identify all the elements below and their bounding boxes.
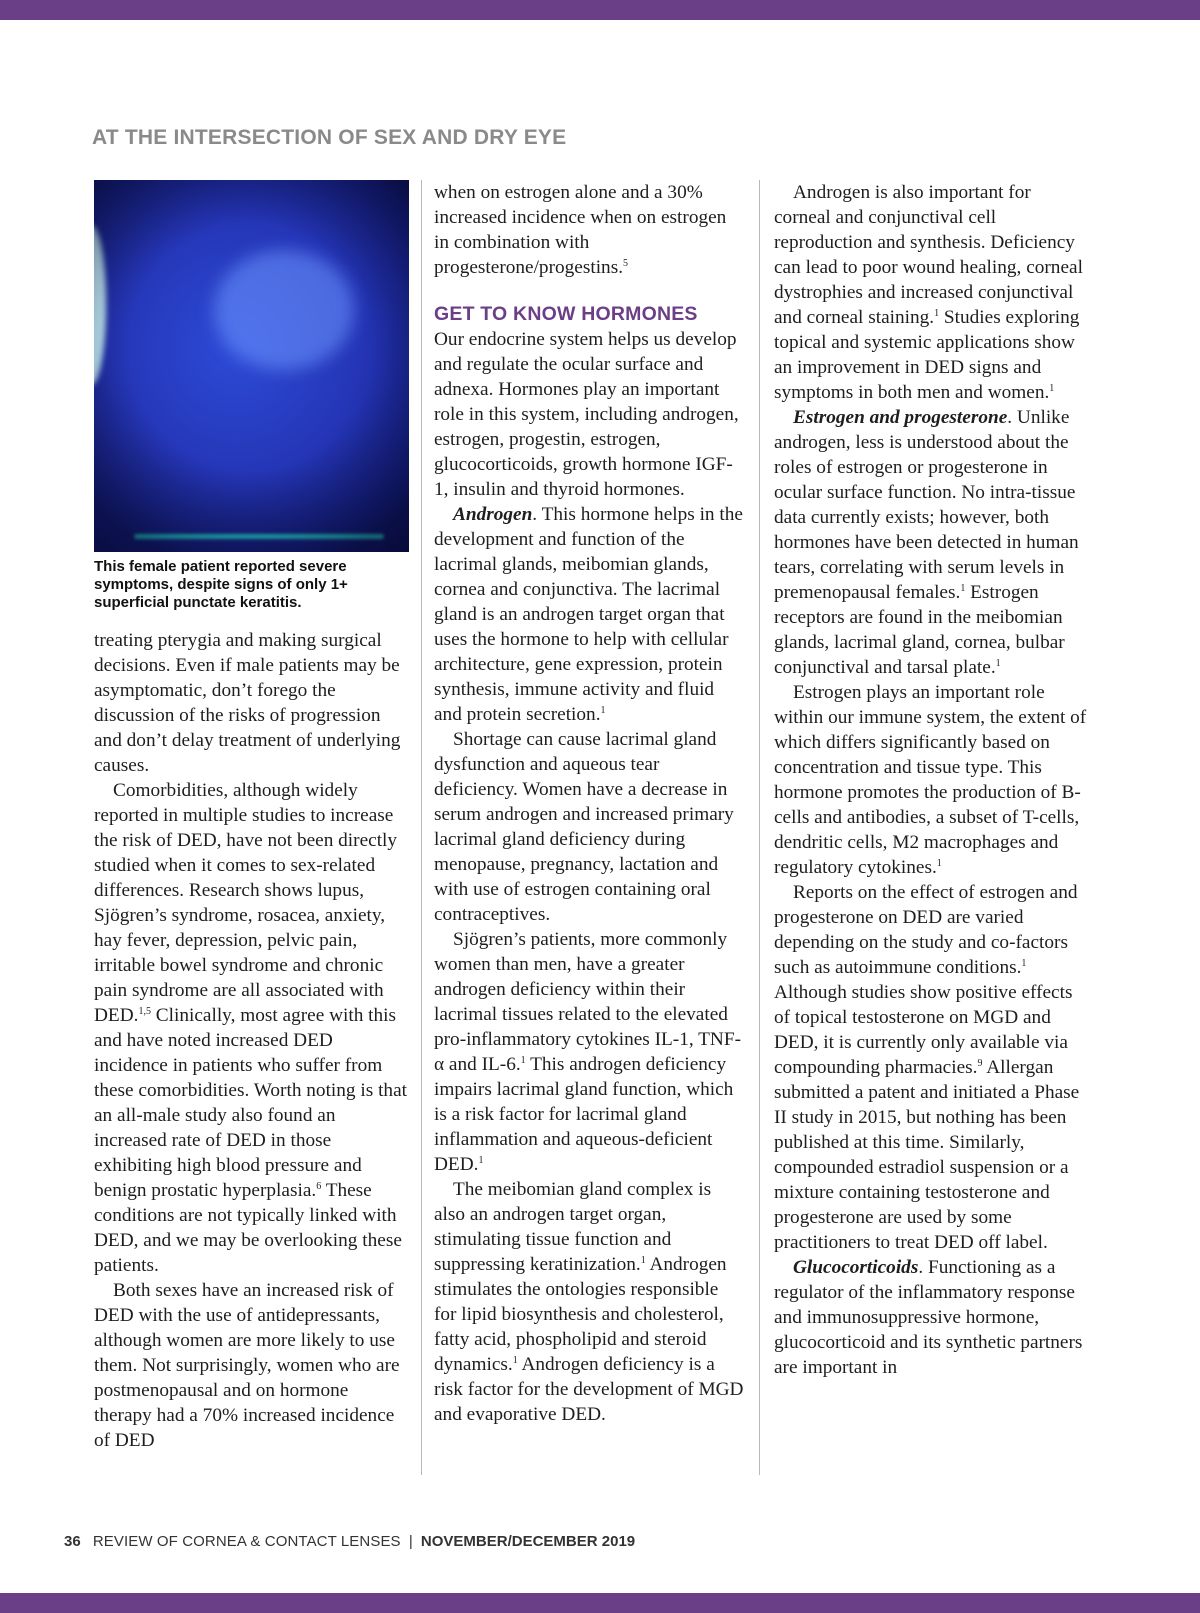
column-rule [421, 180, 422, 1475]
issue-date: NOVEMBER/DECEMBER 2019 [420, 1533, 636, 1550]
paragraph: Our endocrine system helps us develop and regulate the ocular surface and adnexa. Hormones play an important role in this system, including androgen, estrogen, progestin, estrogen, glucocorticoids, growth hormone IGF-1, insulin and thyroid hormones. [434, 329, 739, 500]
citation: 6 [316, 1181, 322, 1192]
paragraph: Estrogen plays an important role within our immune system, the extent of which differs significantly based on concentration and tissue type. This hormone promotes the production of B-cells and antibodies, a subset of T-cells, dendritic cells, M2 macrophages and regulatory cytokines.$^1$ [774, 682, 1087, 878]
paragraph: when on estrogen alone and a 30% increased incidence when on estrogen in combination with progesterone/progestins.$^5$ [434, 182, 727, 278]
citation: 1 [1049, 383, 1055, 394]
section-heading: GET TO KNOW HORMONES [434, 303, 698, 325]
paragraph: Reports on the effect of estrogen and progesterone on DED are varied depending on the study and co-factors such as autoimmune conditions.$^1$ Although studies show positive effects of topical testosterone on MGD and DED, it is currently only available via compounding pharmacies.$^9$ Allergan submitted a patent and initiated a Phase II study in 2015, but nothing has been published at this time. Similarly, compounded estradiol suspension or a mixture containing testosterone and progesterone are used by some practitioners to treat DED off label. [774, 882, 1080, 1253]
citation: 1 [934, 308, 940, 319]
figure-caption: This female patient reported severe symptoms, despite signs of only 1+ superficial punctate keratitis. [94, 558, 348, 611]
paragraph: Androgen. This hormone helps in the development and function of the lacrimal glands, meibomian glands, cornea and conjunctiva. The lacrimal gland is an androgen target organ that uses the hormone to help with cellular architecture, gene expression, protein synthesis, immune activity and fluid and protein secretion.$^1$ [434, 504, 743, 725]
run-in-heading: Estrogen and progesterone [793, 407, 1008, 428]
paragraph: Estrogen and progesterone. Unlike androgen, less is understood about the roles of estrogen or progesterone in ocular surface function. No intra-tissue data currently exists; however, both hormones have been detected in human tears, correlating with serum levels in premenopausal females.$^1$ Estrogen receptors are found in the meibomian glands, lacrimal gland, cornea, bulbar conjunctival and tarsal plate.$^1$ [774, 407, 1079, 678]
column-2 [434, 180, 744, 1427]
citation: 1 [478, 1155, 484, 1166]
footer-separator: | [408, 1533, 413, 1550]
paragraph: treating pterygia and making surgical decisions. Even if male patients may be asymptomatic, don’t forego the discussion of the risks of progression and don’t delay treatment of underlying causes. [94, 630, 401, 776]
citation: 9 [977, 1058, 983, 1069]
citation: 1 [512, 1355, 518, 1366]
citation: 1 [520, 1055, 526, 1066]
paragraph: The meibomian gland complex is also an androgen target organ, stimulating tissue function and suppressing keratinization.$^1$ Androgen stimulates the ontologies responsible for lipid biosynthesis and cholesterol, fatty acid, phospholipid and steroid dynamics.$^1$ Androgen deficiency is a risk factor for the development of MGD and evaporative DED. [434, 1179, 744, 1425]
citation: 1 [640, 1255, 646, 1266]
paragraph: Shortage can cause lacrimal gland dysfunction and aqueous tear deficiency. Women have a decrease in serum androgen and increased primary lacrimal gland deficiency during menopause, pregnancy, lactation and with use of estrogen containing oral contraceptives. [434, 729, 734, 925]
citation: 1 [936, 858, 942, 869]
paragraph: Comorbidities, although widely reported in multiple studies to increase the risk of DED, have not been directly studied when it comes to sex-related differences. Research shows lupus, Sjögren’s syndrome, rosacea, anxiety, hay fever, depression, pelvic pain, irritable bowel syndrome and chronic pain syndrome are all associated with DED.$^{1,5}$ Clinically, most agree with this and have noted increased DED incidence in patients who suffer from these comorbidities. Worth noting is that an all-male study also found an increased rate of DED in those exhibiting high blood pressure and benign prostatic hyperplasia.$^6$ These conditions are not typically linked with DED, and we may be overlooking these patients. [94, 780, 407, 1276]
page-number: 36 [64, 1533, 81, 1550]
citation: 5 [623, 258, 629, 269]
section-kicker: AT THE INTERSECTION OF SEX AND DRY EYE [92, 126, 567, 149]
citation: 1 [995, 658, 1001, 669]
paragraph: Glucocorticoids. Functioning as a regulator of the inflammatory response and immunosuppressive hormone, glucocorticoid and its synthetic partners are important in [774, 1257, 1083, 1378]
column-1 [94, 180, 408, 1453]
citation: 1 [960, 583, 966, 594]
paragraph: Androgen is also important for corneal and conjunctival cell reproduction and synthesis. Deficiency can lead to poor wound healing, corneal dystrophies and increased conjunctival and corneal staining.$^1$ Studies exploring topical and systemic applications show an improvement in DED signs and symptoms in both men and women.$^1$ [774, 182, 1083, 403]
column-3 [774, 180, 1090, 1380]
run-in-heading: Glucocorticoids [793, 1257, 919, 1278]
publication-name: REVIEW OF CORNEA & CONTACT LENSES [92, 1533, 401, 1550]
eye-photo [94, 180, 409, 552]
top-accent-bar [0, 0, 1200, 20]
run-in-heading: Androgen [453, 504, 533, 525]
paragraph: Sjögren’s patients, more commonly women than men, have a greater androgen deficiency within their lacrimal tissues related to the elevated pro-inflammatory cytokines IL-1, TNF-α and IL-6.$^1$ This androgen deficiency impairs lacrimal gland function, which is a risk factor for lacrimal gland inflammation and aqueous-deficient DED.$^1$ [434, 929, 742, 1175]
bottom-accent-bar [0, 1593, 1200, 1613]
page-footer [64, 1533, 635, 1550]
column-rule [759, 180, 760, 1475]
citation: 1 [600, 705, 606, 716]
citation: 1,5 [138, 1006, 151, 1017]
citation: 1 [1021, 958, 1027, 969]
paragraph: Both sexes have an increased risk of DED with the use of antidepressants, although women are more likely to use them. Not surprisingly, women who are postmenopausal and on hormone therapy had a 70% increased incidence of DED [94, 1280, 400, 1451]
